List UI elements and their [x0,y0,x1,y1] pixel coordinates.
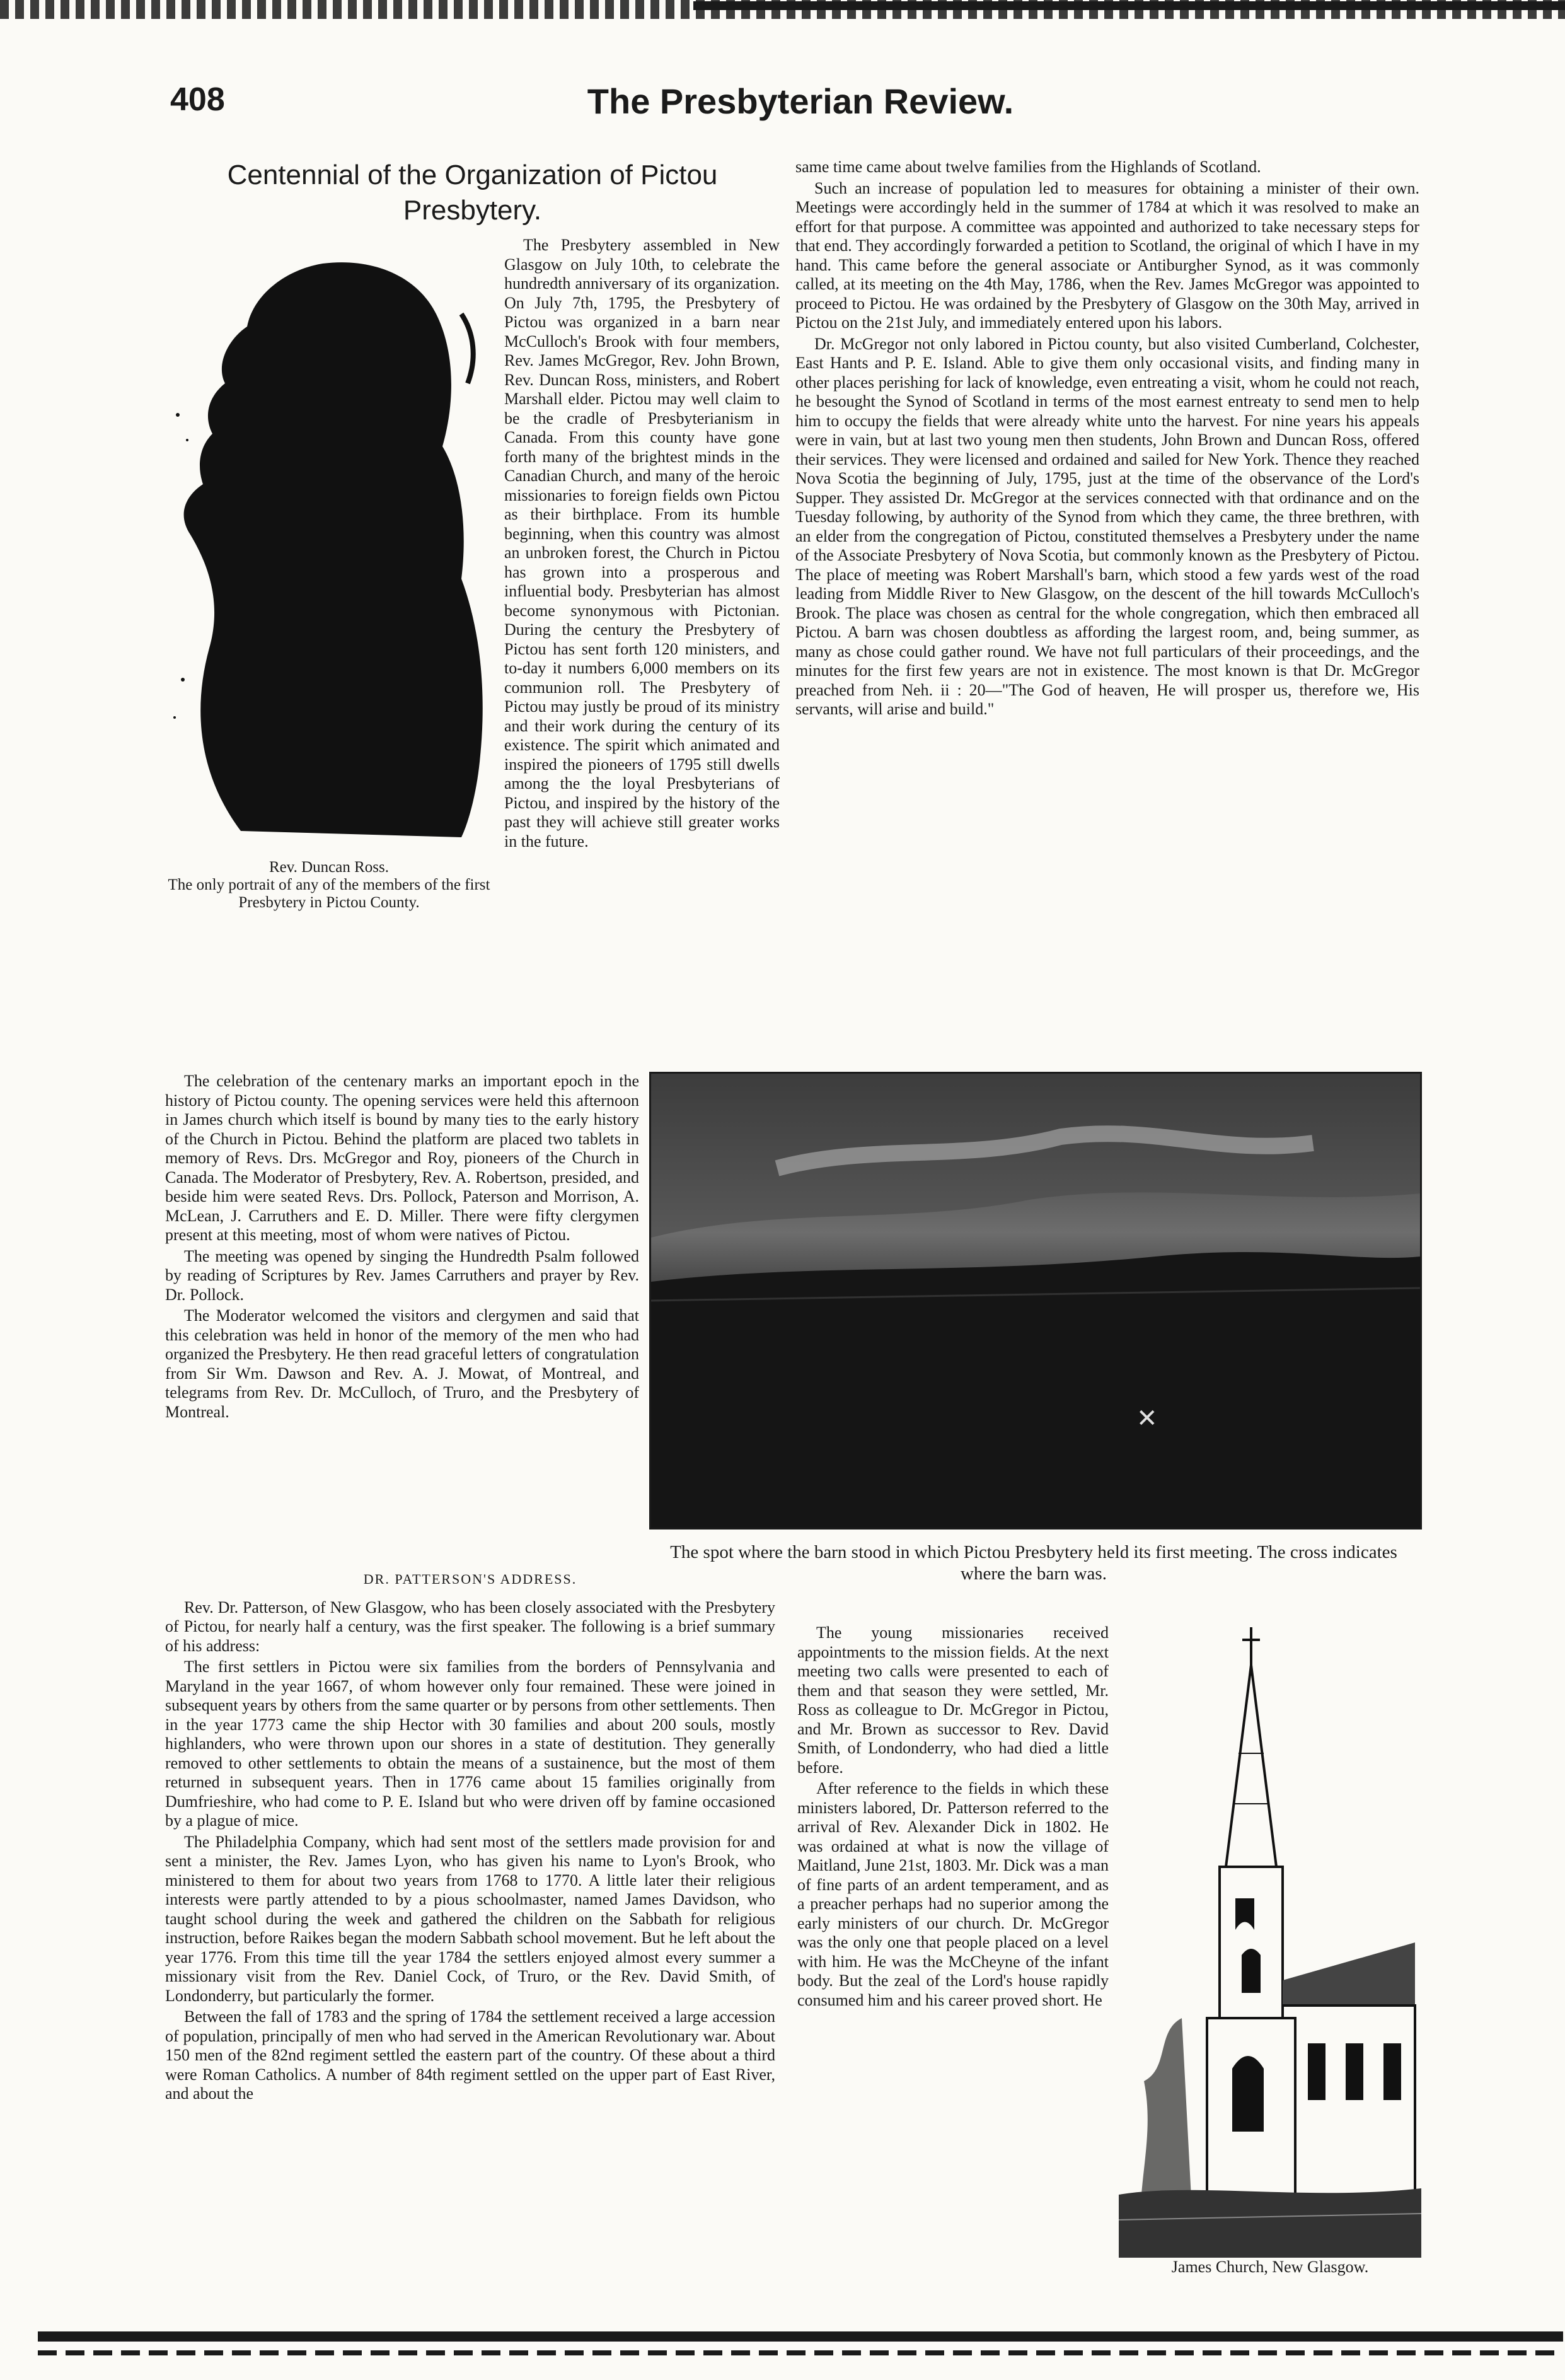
paragraph-highlanders: same time came about twelve families from the Highlands of Scotland. [795,158,1261,176]
paragraph-celebration: The celebration of the centenary marks an important epoch in the history of Pictou county. The opening services were held this afternoon in James church which itself is bound by many ties to the early history of the Church in Pictou. Behind the platform are placed two tablets in memory of Revs. Drs. McGregor and Roy, pioneers of the Church in Canada. The Moderator of Presbytery, Rev. A. Robertson, presided, and beside him were seated Revs. Drs. Pollock, Paterson and Morrison, A. McLean, J. Carruthers and E. D. Miller. There were fifty clergymen present at this meeting, most of whom were natives of Pictou. [165,1072,639,1244]
paragraph-address-intro: Rev. Dr. Patterson, of New Glasgow, who has been closely associated with the Presbytery of Pictou, for nearly half a century, was the first speaker. The following is a brief summary of his address: [165,1598,775,1655]
address-heading: DR. PATTERSON'S ADDRESS. [363,1571,577,1587]
page-header [170,81,1431,137]
paragraph-moderator-welcome: The Moderator welcomed the visitors and clergymen and said that this celebration was held in honor of the memory of the men who had organized the Presbytery. He then read graceful letters of congratulation from Sir Wm. Dawson and Rev. A. J. Mowat, of Montreal, and telegrams from Rev. Dr. McCulloch, of Truro, and the Presbytery of Montreal. [165,1306,639,1421]
paragraph-opening-psalm: The meeting was opened by singing the Hundredth Psalm followed by reading of Scriptures by Rev. James Carruthers and prayer by Rev. Dr. Pollock. [165,1246,639,1304]
column-left-bottom [165,1557,775,2323]
portrait-caption [165,859,493,912]
portrait-figure [165,238,493,911]
column-left-top [165,158,780,1065]
journal-title: The Presbyterian Review. [587,81,1014,121]
paragraph-mcgregor-labors: Dr. McGregor not only labored in Pictou county, but also visited Cumberland, Colchester, East Hants and P. E. Island. Able to give them only occasional visits, and finding many in other places perishing for lack of knowledge, even entreating a visit, whom he could not reach, he besought the Synod of Scotland in terms of the most earnest entreaty to send men to help him to occupy the fields that were already white unto the harvest. For nine years his appeals were in vain, but at last two young men then students, John Brown and Duncan Ross, offered their services. They were licensed and ordained and sailed for New York. Thence they reached Nova Scotia the beginning of July, 1795, just at the time of the observance of the Lord's Supper. They assisted Dr. McGregor at the services connected with that ordinance and on the Tuesday following, by authority of the Synod from which they came, the three brethren, with an elder from the congregation of Pictou, constituted themselves a Presbytery under the name of the Associate Presbytery of Nova Scotia, but commonly known as the Presbytery of Pictou. The place of meeting was Robert Marshall's barn, which stood a few yards west of the road leading from Middle River to New Glasgow, on the descent of the hill towards McCulloch's Brook. The place was chosen as central for the whole congregation, which then embraced all Pictou. A barn was chosen doubtless as affording the largest room, and, being summer, as many as chose could gather round. We have not full particulars of their proceedings, and the minutes for the first few years are not in existence. The most known is that Dr. McGregor preached from Neh. ii : 20—"The God of heaven, He will prosper us, therefore we, His servants, will arise and build." [795,334,1419,718]
portrait-caption-name: Rev. Duncan Ross. [269,859,390,876]
column-right-top [795,158,1419,1053]
cross-marker-icon: ✕ [1136,1405,1158,1432]
church-engraving-image [1119,1627,1421,2258]
church-figure [1119,1627,1421,2283]
column-right-bottom [797,1623,1421,2323]
bottom-border-rule [38,2331,1563,2342]
paragraph-first-settlers: The first settlers in Pictou were six families from the borders of Pennsylvania and Maryland in the year 1667, of whom however only four remained. These were joined in subsequent years by others from the same quarter or by persons from other settlements. Then in the year 1773 came the ship Hector with 30 families and about 200 souls, mostly highlanders, who were thrown upon our shores in a state of destitution. They generally removed to other settlements to obtain the means of a sustainence, but the most of them returned in subsequent years. Then in 1776 came about 15 families originally from Dumfrieshire, who had come to P. E. Island but who were driven off by famine occasioned by a plague of mice. [165,1657,775,1830]
paragraph-alexander-dick: After reference to the fields in which these ministers labored, Dr. Patterson referred to the arrival of Rev. Alexander Dick in 1802. He was ordained at what is now the village of Maitland, June 21st, 1803. Mr. Dick was a man of fine parts of an ardent temperament, and as a preacher perhaps had no superior among the early ministers of our church. Dr. McGregor was the only one that people placed on a level with him. He was the McCheyne of the infant body. But the zeal of the Lord's house rapidly consumed him and his career proved short. He [797,1779,1109,2009]
article-lede: The Presbytery assembled in New Glasgow on July 10th, to celebrate the hundredth anniversary of its organization. On July 7th, 1795, the Presbytery of Pictou was organized in a barn near McCulloch's Brook with four members, Rev. James McGregor, Rev. John Brown, Rev. Duncan Ross, ministers, and Robert Marshall elder. Pictou may well claim to be the cradle of Presbyterianism in Canada. From this county have gone forth many of the brightest minds in the Canadian Church, and many of the heroic missionaries to foreign fields own Pictou as their birthplace. From its humble beginning, when this country was almost an unbroken forest, the Church in Pictou has grown into a prosperous and influential body. Presbyterian has almost become synonymous with Pictonian. During the century the Presbytery of Pictou has sent forth 120 ministers, and to-day it numbers 6,000 members on its communion roll. The Presbytery of Pictou may justly be proud of its ministry and their work during the century of its existence. The spirit which animated and inspired the pioneers of 1795 still dwells among the the loyal Presbyterians of Pictou, and inspired by the history of the past they will achieve still greater works in the future. [504,236,780,850]
barn-site-photo [649,1072,1422,1530]
article-title: Centennial of the Organization of Pictou Presbytery. [227,160,718,226]
paragraph-population-increase: Such an increase of population led to measures for obtaining a minister of their own. Meetings were accordingly held in the summer of 1784 at which it was resolved to make an effort for that purpose. A committee was appointed and authorized to take necessary steps for that end. They accordingly forwarded a petition to Scotland, the original of which I have in my hand. This came before the general associate or Antiburgher Synod, as it was commonly called, at its meeting on the 4th May, 1786, when the Rev. James McGregor was appointed to proceed to Pictou. He was ordained by the Presbytery of Glasgow on the 30th May, arrived in Pictou on the 21st July, and immediately entered upon his labors. [795,178,1419,332]
paragraph-philadelphia-company: The Philadelphia Company, which had sent most of the settlers made provision for and sent a minister, the Rev. James Lyon, who has given his name to Lyon's Brook, who ministered to them for about two years from 1768 to 1770. A little later their religious interests were partly attended to by a pious schoolmaster, named James Davidson, who taught school during the week and gathered the children on the Sabbath for religious instruction, before Raikes began the modern Sabbath school movement. But he left about the year 1776. From this time till the year 1784 the settlers enjoyed almost every summer a missionary visit from the Rev. Daniel Cock, of Truro, or the Rev. David Smith, of Londonderry, but particularly the former. [165,1832,775,2005]
bottom-border-dashes [38,2350,1563,2355]
portrait-caption-text: The only portrait of any of the members of the first Presbytery in Pictou County. [168,876,490,911]
portrait-silhouette-image [165,238,493,856]
column-left-middle [165,1072,639,1554]
church-caption: James Church, New Glasgow. [1171,2258,1369,2276]
photo-caption: The spot where the barn stood in which Pictou Presbytery held its first meeting. The cross indicates where the barn was. [670,1542,1397,1584]
paragraph-settlement-accession: Between the fall of 1783 and the spring of 1784 the settlement received a large accession of population, principally of men who had served in the American Revolutionary war. About 150 men of the 82nd regiment settled the eastern part of the country. Of these about a third were Roman Catholics. A number of 84th regiment settled on the upper part of East River, and about the [165,2007,775,2103]
page-number: 408 [170,81,225,118]
landscape-image [651,1074,1420,1528]
paragraph-appointments: The young missionaries received appointments to the mission fields. At the next meeting two calls were presented to each of them and that season they were settled, Mr. Ross as colleague to Dr. McGregor in Pictou, and Mr. Brown as successor to Rev. David Smith, of Londonderry, who had died a little before. [797,1623,1109,1777]
top-border-bar [693,1,1565,10]
